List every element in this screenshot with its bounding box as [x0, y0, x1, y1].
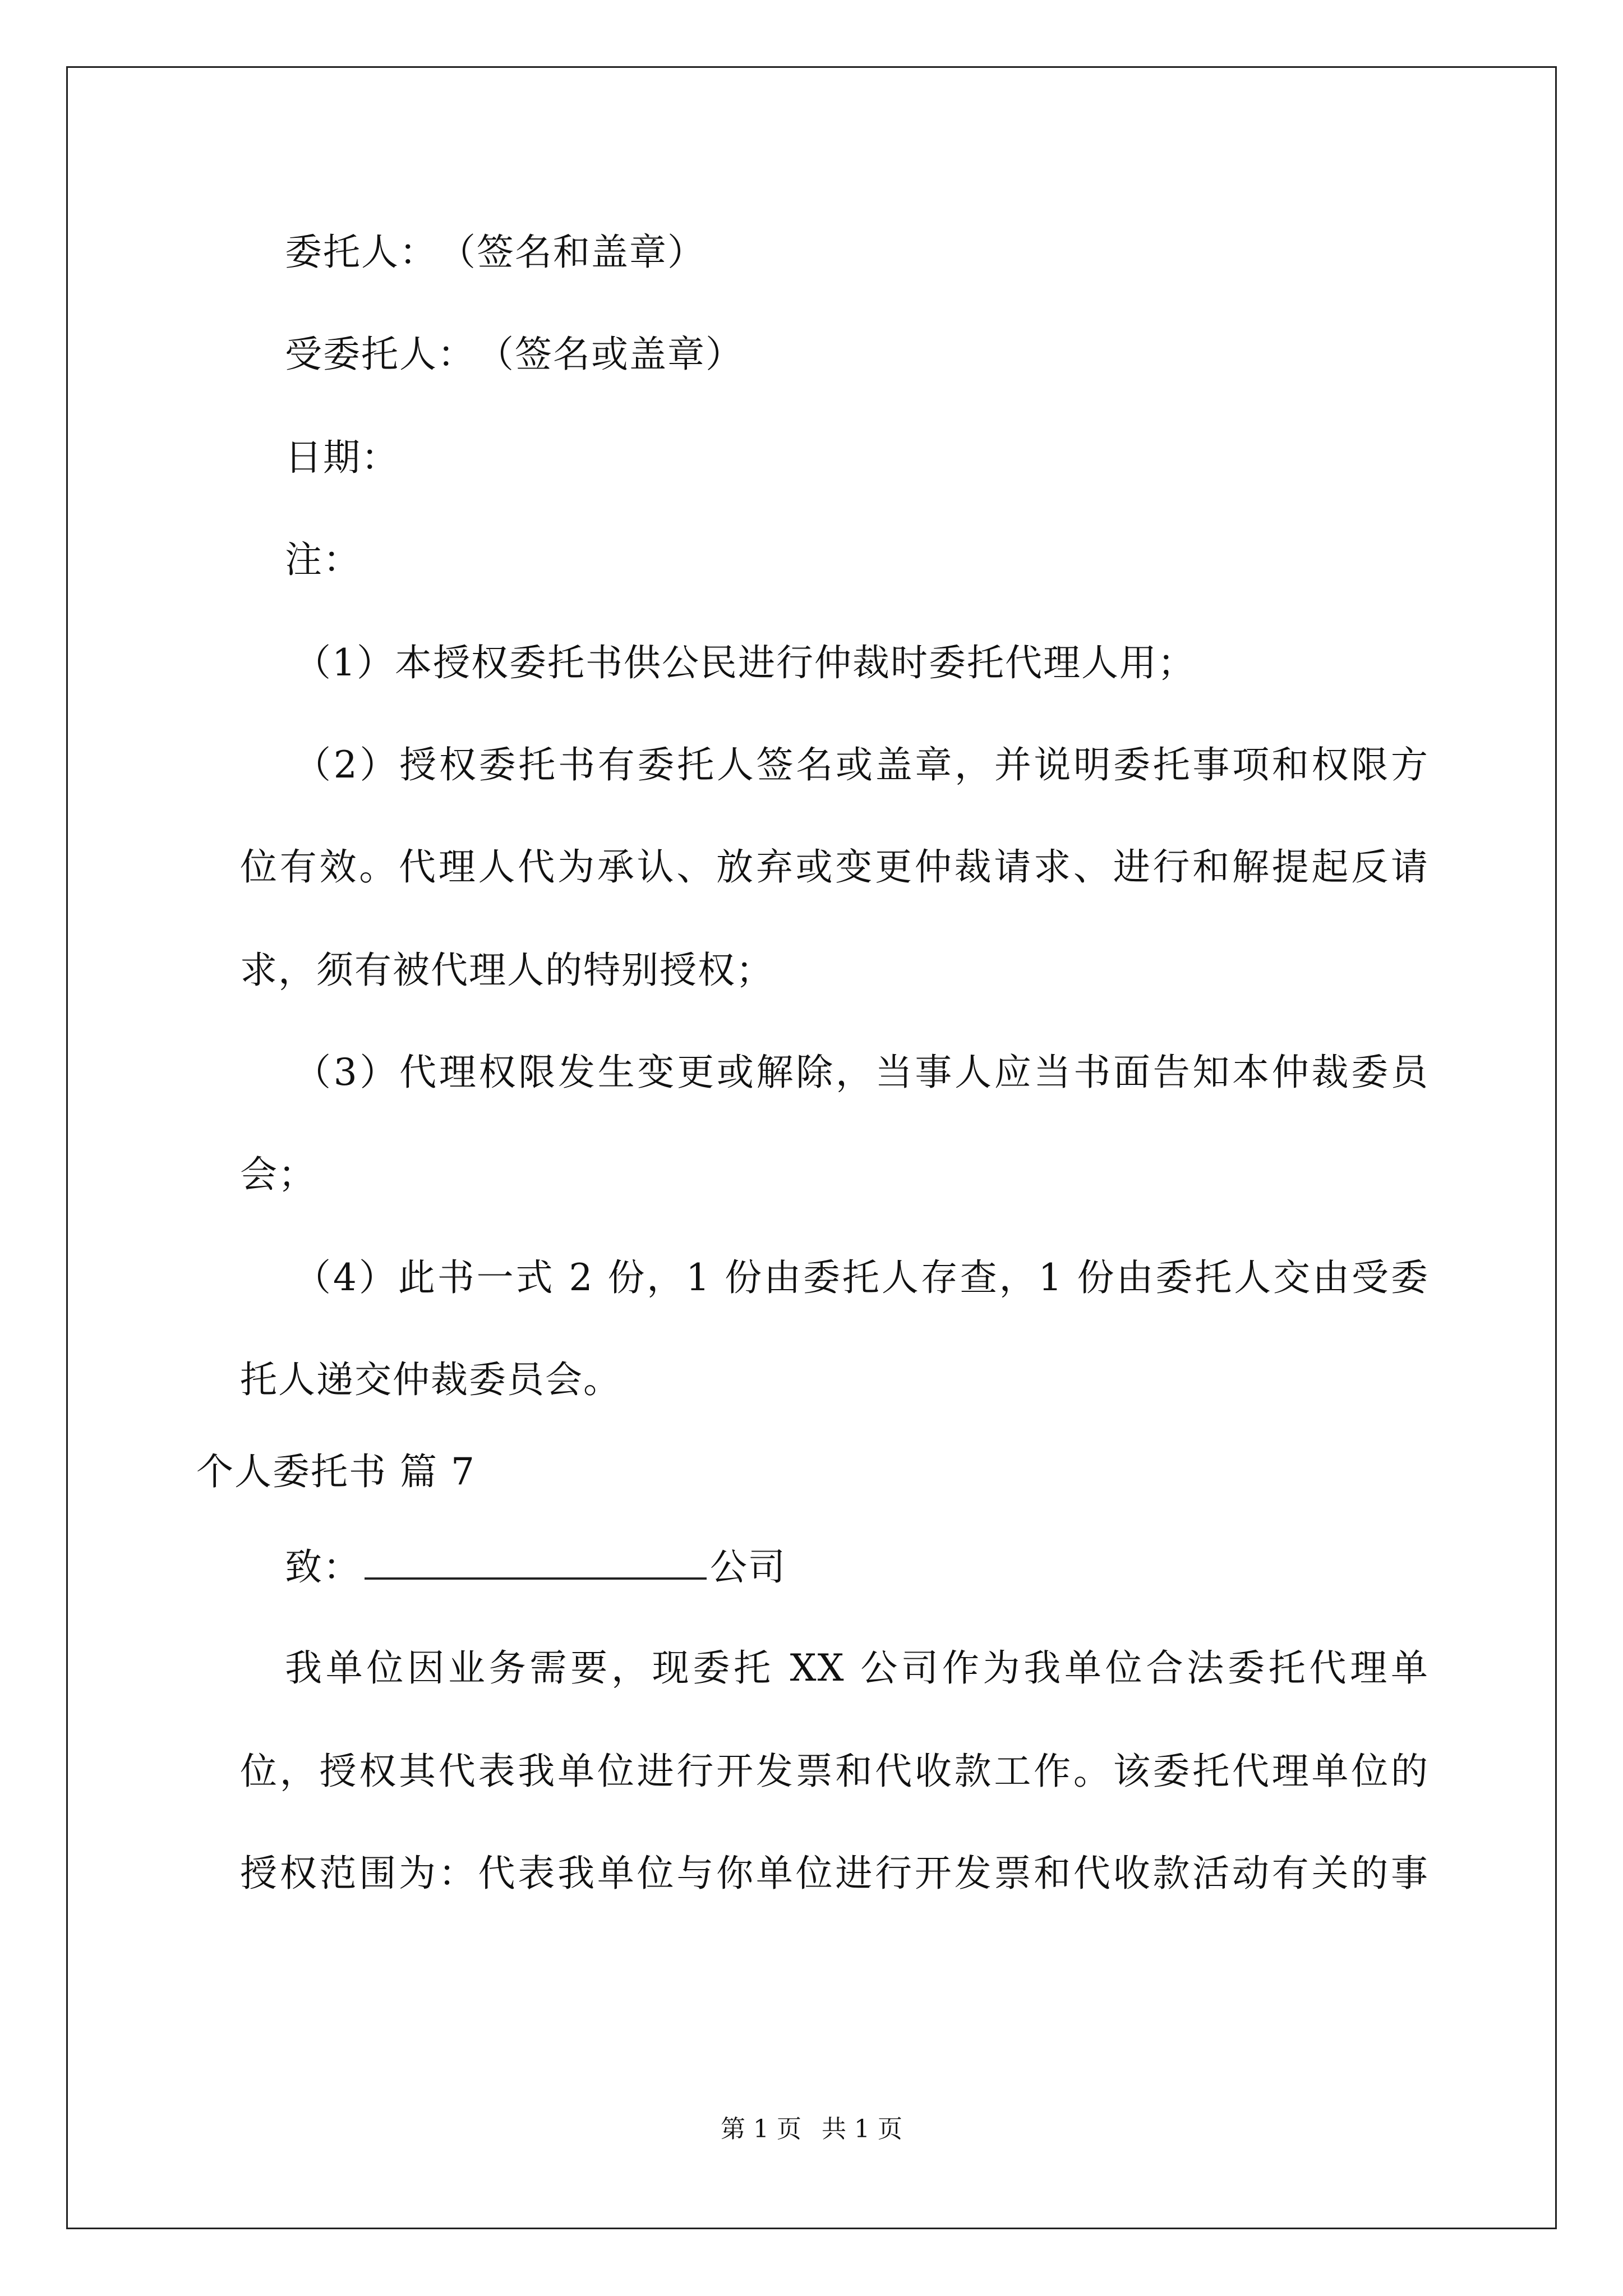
body-paragraph-line-2: 位，授权其代表我单位进行开发票和代收款工作。该委托代理单位的 [240, 1750, 1429, 1793]
addressee-prefix: 致： [285, 1545, 361, 1589]
body-paragraph-line-1: 我单位因业务需要，现委托 XX 公司作为我单位合法委托代理单 [285, 1646, 1429, 1690]
note-item-1: （1）本授权委托书供公民进行仲裁时委托代理人用； [294, 641, 1196, 684]
note-heading: 注： [285, 538, 361, 581]
addressee-suffix: 公司 [710, 1545, 786, 1589]
agent-signature-line: 受委托人： （签名或盖章） [285, 333, 744, 376]
note-item-2-line-3: 求，须有被代理人的特别授权； [240, 949, 774, 992]
page-total: 共 1 页 [822, 2115, 902, 2143]
note-item-3-line-1: （3）代理权限发生变更或解除，当事人应当书面告知本仲裁委员 [294, 1051, 1429, 1094]
section-title: 个人委托书 篇 7 [196, 1450, 476, 1493]
addressee-line [285, 1544, 786, 1590]
page-number: 第 1 页 [721, 2115, 801, 2143]
principal-signature-line: 委托人： （签名和盖章） [285, 231, 706, 274]
note-item-4-line-1: （4）此书一式 2 份，1 份由委托人存查，1 份由委托人交由受委 [294, 1256, 1429, 1299]
note-item-4-line-2: 托人递交仲裁委员会。 [240, 1358, 621, 1401]
company-name-blank [365, 1544, 707, 1580]
note-item-2-line-1: （2）授权委托书有委托人签名或盖章，并说明委托事项和权限方 [294, 743, 1429, 786]
date-line: 日期： [285, 436, 399, 479]
note-item-2-line-2: 位有效。代理人代为承认、放弃或变更仲裁请求、进行和解提起反请 [240, 845, 1429, 889]
body-paragraph-line-3: 授权范围为：代表我单位与你单位进行开发票和代收款活动有关的事 [240, 1852, 1429, 1895]
page-footer [0, 2114, 1623, 2145]
page-border [66, 66, 1557, 2229]
note-item-3-line-2: 会； [240, 1153, 316, 1196]
